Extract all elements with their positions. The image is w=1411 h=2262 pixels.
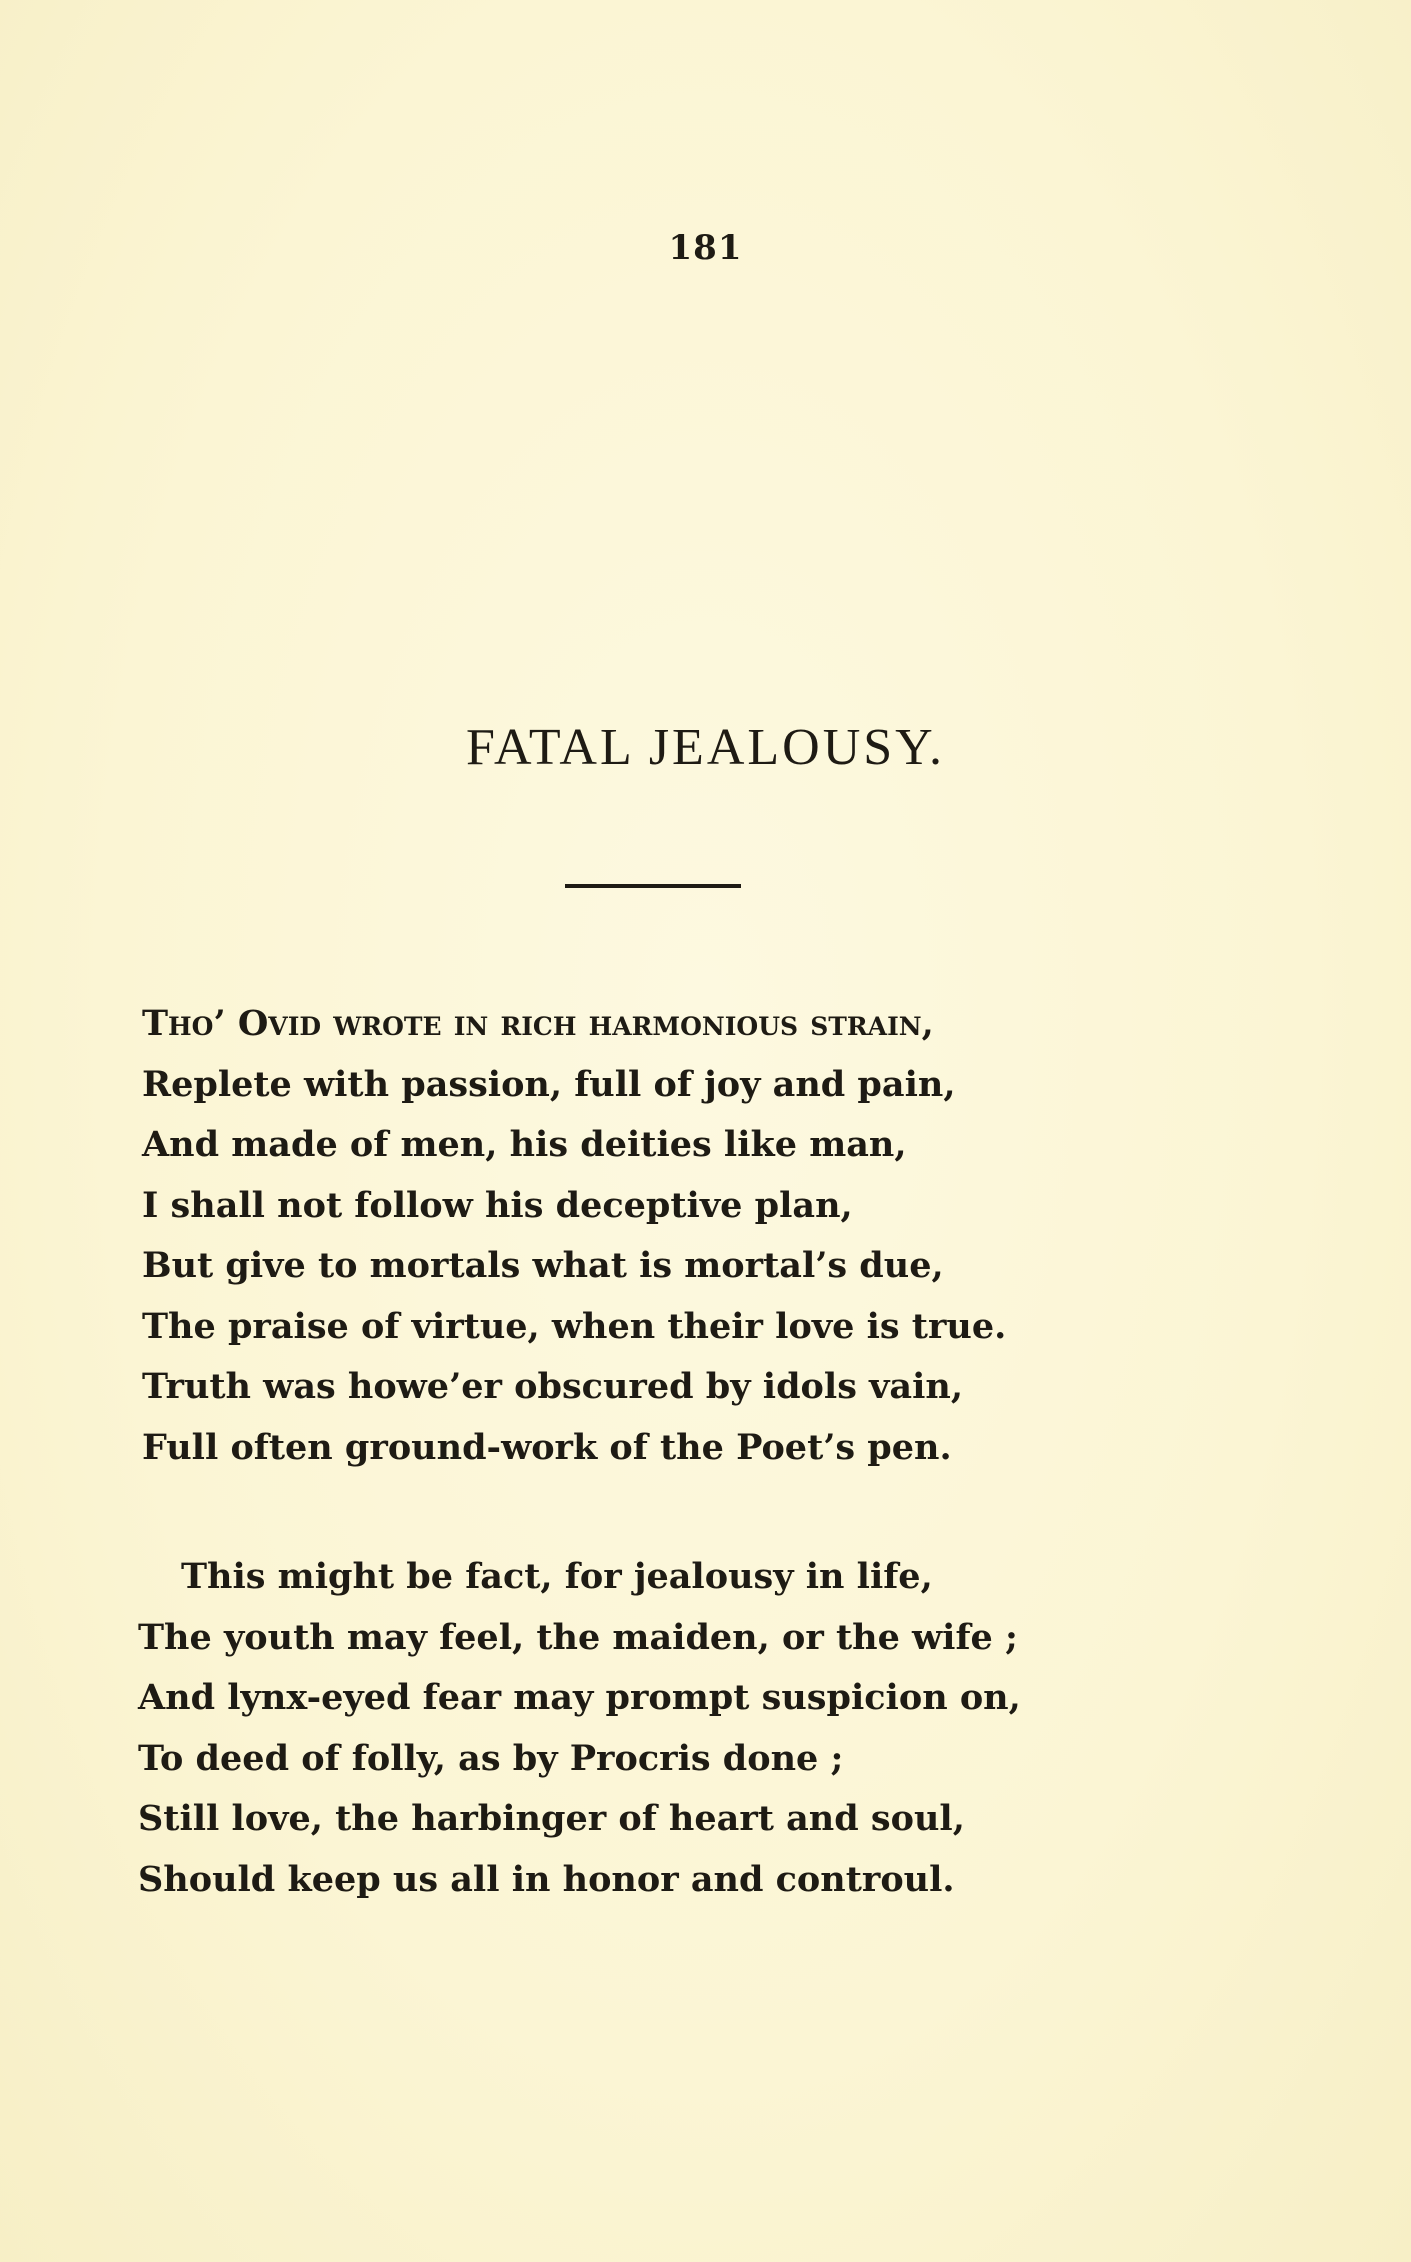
poem-line: Tho’ Ovid wrote in rich harmonious strain, (142, 1003, 934, 1044)
poem-line: To deed of folly, as by Procris done ; (138, 1737, 844, 1779)
poem-title: FATAL JEALOUSY. (465, 719, 946, 776)
poem-line: Should keep us all in honor and controul. (138, 1858, 955, 1900)
poem-line: Truth was howe’er obscured by idols vain, (142, 1366, 964, 1407)
poem-line: Still love, the harbinger of heart and soul, (138, 1798, 965, 1839)
stanza-2 (138, 1547, 1021, 1910)
poem-line: This might be fact, for jealousy in life, (181, 1556, 933, 1597)
page-number: 181 (668, 228, 743, 268)
poem-line: But give to mortals what is mortal’s due, (142, 1245, 944, 1286)
poem-line: Full often ground-work of the Poet’s pen. (142, 1426, 952, 1468)
stanza-1 (142, 994, 1006, 1478)
poem-line: Replete with passion, full of joy and pain, (142, 1063, 956, 1105)
poem-line: And lynx-eyed fear may prompt suspicion on, (138, 1677, 1021, 1718)
poem-line: And made of men, his deities like man, (142, 1124, 907, 1165)
title-divider (565, 884, 741, 888)
poem-line: The praise of virtue, when their love is true. (142, 1305, 1007, 1347)
poem-line: The youth may feel, the maiden, or the wife ; (138, 1616, 1018, 1658)
poem-line: I shall not follow his deceptive plan, (142, 1184, 853, 1226)
